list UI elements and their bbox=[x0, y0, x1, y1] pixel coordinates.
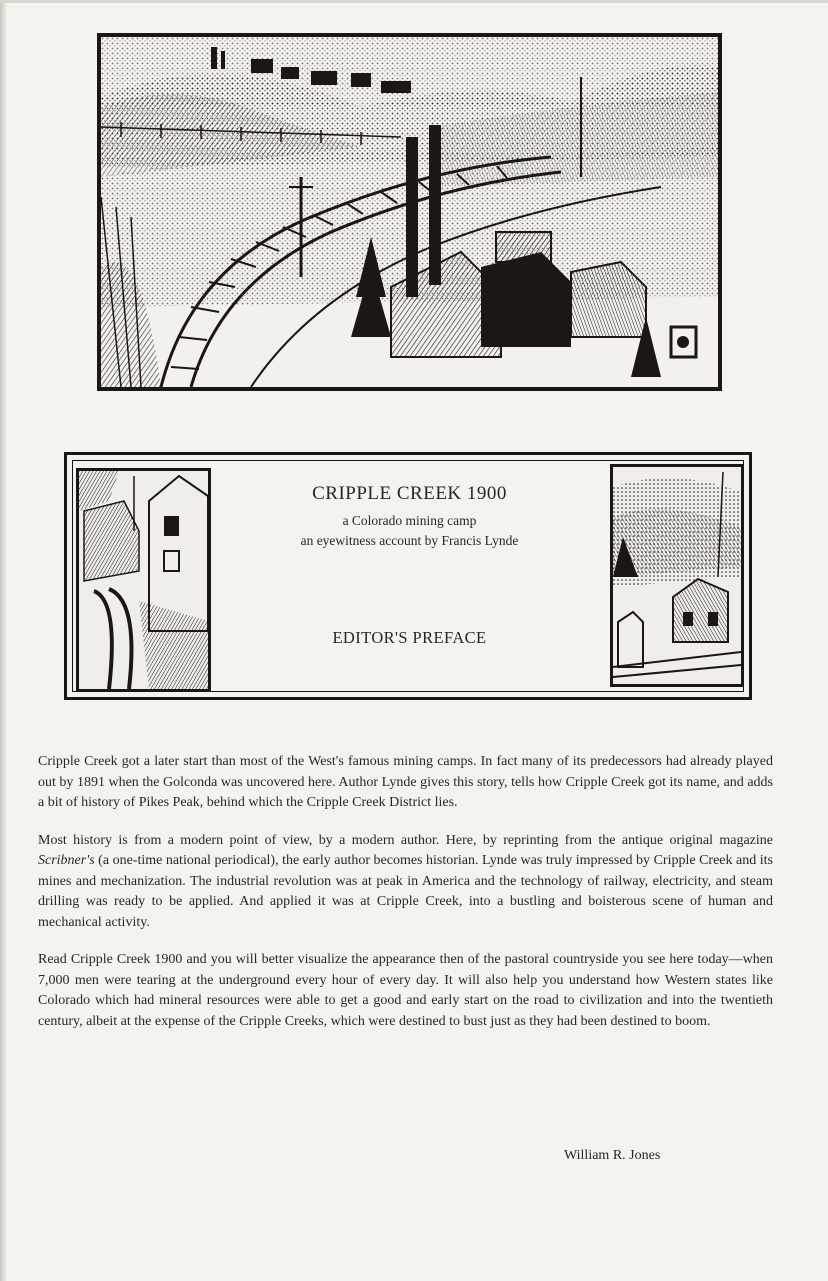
preface-paragraph bbox=[38, 831, 773, 934]
preface-heading: EDITOR'S PREFACE bbox=[332, 628, 487, 647]
title-block bbox=[64, 452, 752, 700]
mining-camp-illustration bbox=[97, 33, 722, 391]
left-woodcut-panel bbox=[76, 468, 211, 692]
book-title: CRIPPLE CREEK 1900 bbox=[312, 483, 507, 504]
right-woodcut-panel bbox=[610, 464, 744, 687]
preface-paragraph bbox=[38, 752, 773, 814]
page-binding-edge bbox=[0, 0, 6, 1281]
page-top-edge bbox=[0, 0, 828, 3]
book-subtitle bbox=[217, 511, 602, 551]
author-signature: William R. Jones bbox=[564, 1148, 661, 1163]
preface-paragraph bbox=[38, 950, 773, 1032]
paragraph-text: (a one-time national periodical), the early author becomes historian. Lynde was truly impressed by Cripple Creek and its mines and mechanization. The industrial revolution was at peak in America and the technology of railway, electricity, and steam drilling was ready to be applied. And applied it was at Cripple Creek, into a bustling and boisterous scene of human and mechanical activity. bbox=[38, 853, 773, 930]
paragraph-text: Cripple Creek got a later start than most of the West's famous mining camps. In fact many of its predecessors had already played out by 1891 when the Golconda was uncovered here. Author Lynde gives this story, tells how Cripple Creek got its name, and adds a bit of history of Pikes Peak, behind which the Cripple Creek District lies. bbox=[38, 754, 773, 810]
paragraph-text: Most history is from a modern point of view, by a modern author. Here, by reprinting from the antique original magazine bbox=[38, 832, 773, 848]
subtitle-line: an eyewitness account by Francis Lynde bbox=[300, 533, 519, 548]
magazine-title: Scribner's bbox=[38, 853, 95, 868]
subtitle-line: a Colorado mining camp bbox=[342, 513, 477, 528]
paragraph-text: Read Cripple Creek 1900 and you will better visualize the appearance then of the pastoral countryside you see here today—when 7,000 men were tearing at the underground every hour of every day. It will also help you understand how Western states like Colorado which had mineral resources were able to get a good and early start on the road to civilization and into the twentieth century, albeit at the expense of the Cripple Creeks, which were destined to bust just as they had been destined to boom. bbox=[38, 952, 773, 1029]
preface-body bbox=[38, 752, 773, 1049]
